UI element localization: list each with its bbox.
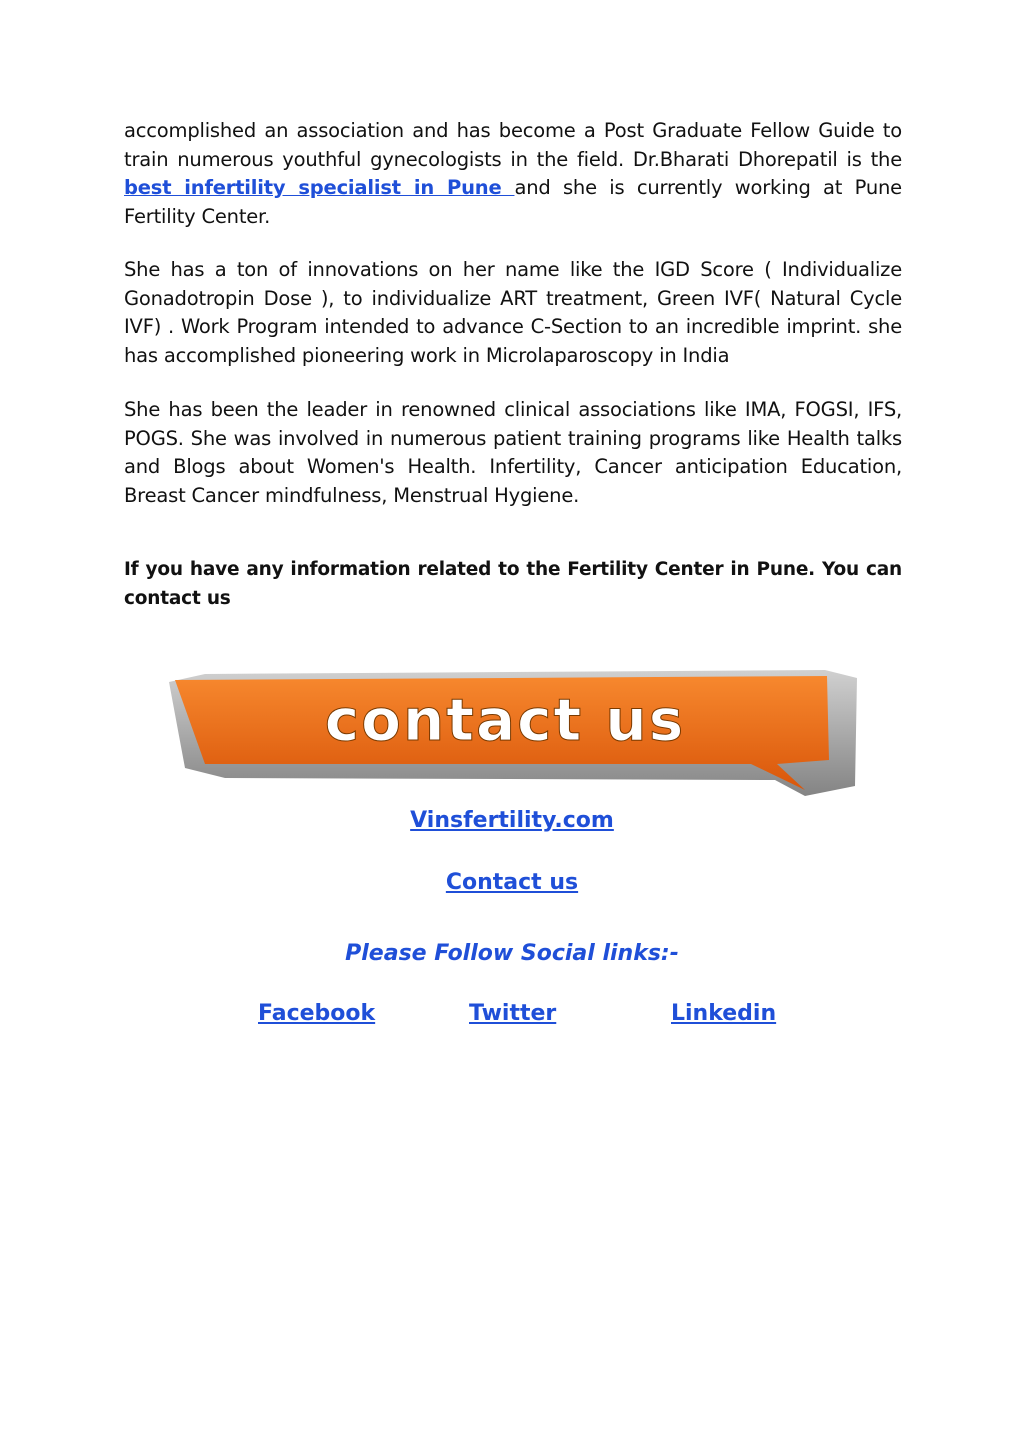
vinsfertility-link[interactable]: Vinsfertility.com <box>410 808 614 833</box>
contact-link-container <box>0 870 1024 895</box>
paragraph-intro-text-end: and she is currently working at Pune Fertility Center. <box>124 176 902 228</box>
paragraph-intro <box>124 117 902 231</box>
paragraph-intro-text-start: accomplished an association and has become a Post Graduate Fellow Guide to train numerous youthful gynecologists in the field. Dr.Bharati Dhorepatil is the <box>124 119 902 171</box>
contact-us-link[interactable]: Contact us <box>445 870 579 895</box>
follow-social-heading: Please Follow Social links:- <box>345 941 679 966</box>
linkedin-link[interactable]: Linkedin <box>671 1001 777 1026</box>
paragraph-contact-prompt: If you have any information related to the Fertility Center in Pune. You can contact us <box>124 559 902 609</box>
facebook-link[interactable]: Facebook <box>258 1001 376 1026</box>
contact-us-banner[interactable] <box>165 668 861 798</box>
paragraph-leadership: She has been the leader in renowned clinical associations like IMA, FOGSI, IFS, POGS. She was involved in numerous patient training programs like Health talks and Blogs about Women's Health. Infertility, Cancer anticipation Education, Breast Cancer mindfulness, Menstrual Hygiene. <box>124 398 902 507</box>
best-infertility-specialist-link[interactable]: best infertility specialist in Pune <box>124 176 515 199</box>
twitter-link[interactable]: Twitter <box>469 1001 557 1026</box>
site-link-container <box>0 808 1024 833</box>
banner-text: contact us <box>324 686 686 754</box>
paragraph-innovations: She has a ton of innovations on her name like the IGD Score ( Individualize Gonadotropin Dose ), to individualize ART treatment, Green IVF( Natural Cycle IVF) . Work Program intended to advance C-Section to an incredible imprint. she has accomplished pioneering work in Microlaparoscopy in India <box>124 258 902 367</box>
